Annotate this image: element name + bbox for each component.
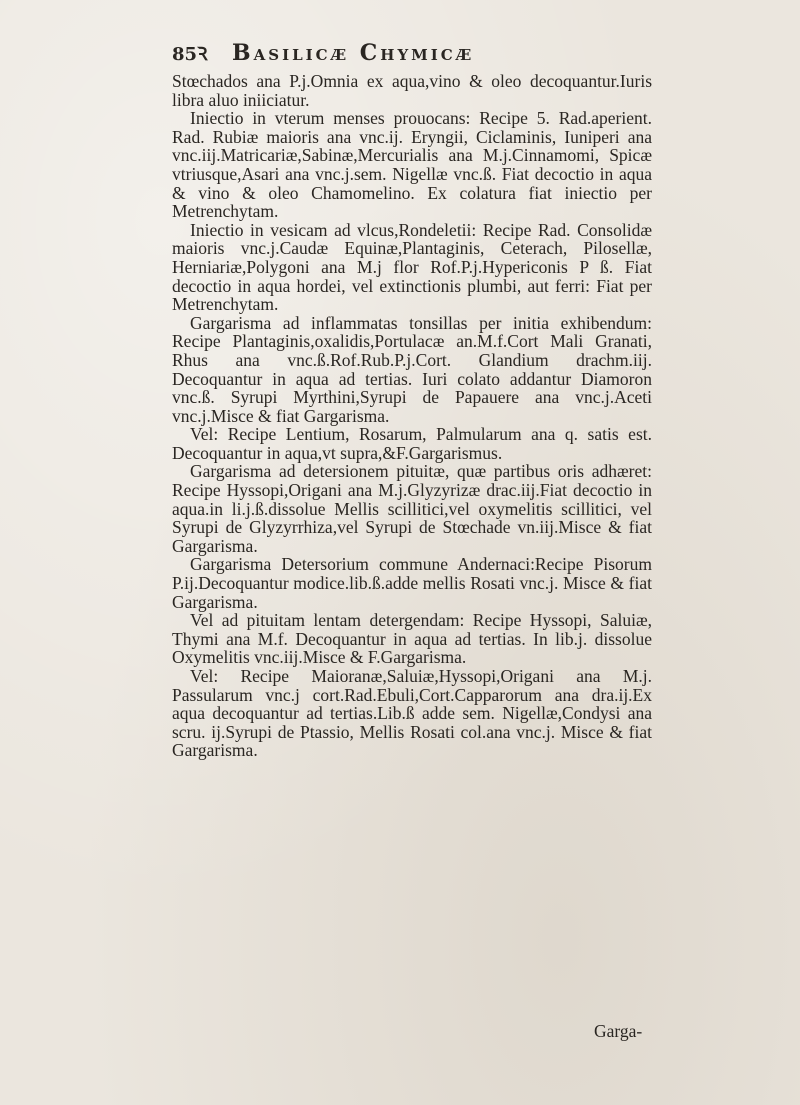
catchword: Garga- (594, 1021, 643, 1041)
paragraph-gargarisma-tonsillas: Gargarisma ad inflammatas tonsillas per initia exhibendum: Recipe Plantaginis,oxalidis,Portulacæ an.M.f.Cort Mali Granati, Rhus ana vnc.ß.Rof.Rub.P.j.Cort. Glandium drachm.iij. Decoquantur in aqua ad tertias. Iuri colato addantur Diamoron vnc.ß. Syrupi Myrthini,Syrupi de Papauere ana vnc.j.Aceti vnc.j.Misce & fiat Gargarisma. (172, 312, 652, 426)
body-text (172, 72, 652, 760)
paragraph-iniectio-vesicam: Iniectio in vesicam ad vlcus,Rondeletii: Recipe Rad. Consolidæ maioris vnc.j.Caudæ Equinæ,Plantaginis, Ceterach, Pilosellæ, Herniariæ,Polygoni ana M.j flor Rof.P.j.Hypericonis P ß. Fiat decoctio in aqua hordei, vel extinctionis plumbi, aut ferri: Fiat per Metrenchytam. (172, 219, 652, 315)
paragraph-iniectio-vterum: Iniectio in vterum menses prouocans: Recipe 5. Rad.aperient. Rad. Rubiæ maioris ana vnc.ij. Eryngii, Ciclaminis, Iuniperi ana vnc.iij.Matricariæ,Sabinæ,Mercurialis ana M.j.Cinnamomi, Spicæ vtriusque,Asari ana vnc.j.sem. Nigellæ vnc.ß. Fiat decoctio in aqua & vino & oleo Chamomelino. Ex colatura fiat iniectio per Metrenchytam. (172, 108, 652, 222)
paragraph-gargarisma-detersionem: Gargarisma ad detersionem pituitæ, quæ partibus oris adhæret: Recipe Hyssopi,Origani ana M.j.Glyzyrizæ drac.iij.Fiat decoctio in aqua.in li.j.ß.dissolue Mellis scillitici,vel oxymelitis scillitici, vel Syrupi de Glyzyrrhiza,vel Syrupi de Stœchade vn.iij.Misce & fiat Gargarisma. (172, 461, 652, 556)
paragraph-vel-pituitam: Vel ad pituitam lentam detergendam: Recipe Hyssopi, Saluiæ, Thymi ana M.f. Decoquantur in aqua ad tertias. In lib.j. dissolue Oxymelitis vnc.iij.Misce & F.Gargarisma. (172, 610, 652, 668)
page-header (172, 40, 662, 70)
paragraph-gargarisma-andernaci: Gargarisma Detersorium commune Andernaci:Recipe Pisorum P.ij.Decoquantur modice.lib.ß.adde mellis Rosati vnc.j. Misce & fiat Gargarisma. (172, 554, 652, 612)
page-number: 85Ꝛ (172, 44, 208, 65)
paragraph-stoechados: Stœchados ana P.j.Omnia ex aqua,vino & oleo decoquantur.Iuris libra aluo iniiciatur. (172, 71, 652, 110)
running-title: Basilicæ Chymicæ (232, 40, 475, 66)
paragraph-vel-maioranae: Vel: Recipe Maioranæ,Saluiæ,Hyssopi,Origani ana M.j. Passularum vnc.j cort.Rad.Ebuli,Cort.Capparorum ana dra.ij.Ex aqua decoquantur ad tertias.Lib.ß adde sem. Nigellæ,Condysi ana scru. ij.Syrupi de Ptassio, Mellis Rosati col.ana vnc.j. Misce & fiat Gargarisma. (172, 666, 652, 761)
paragraph-vel-lentium: Vel: Recipe Lentium, Rosarum, Palmularum ana q. satis est. Decoquantur in aqua,vt supra,&F.Gargarismus. (172, 424, 652, 463)
